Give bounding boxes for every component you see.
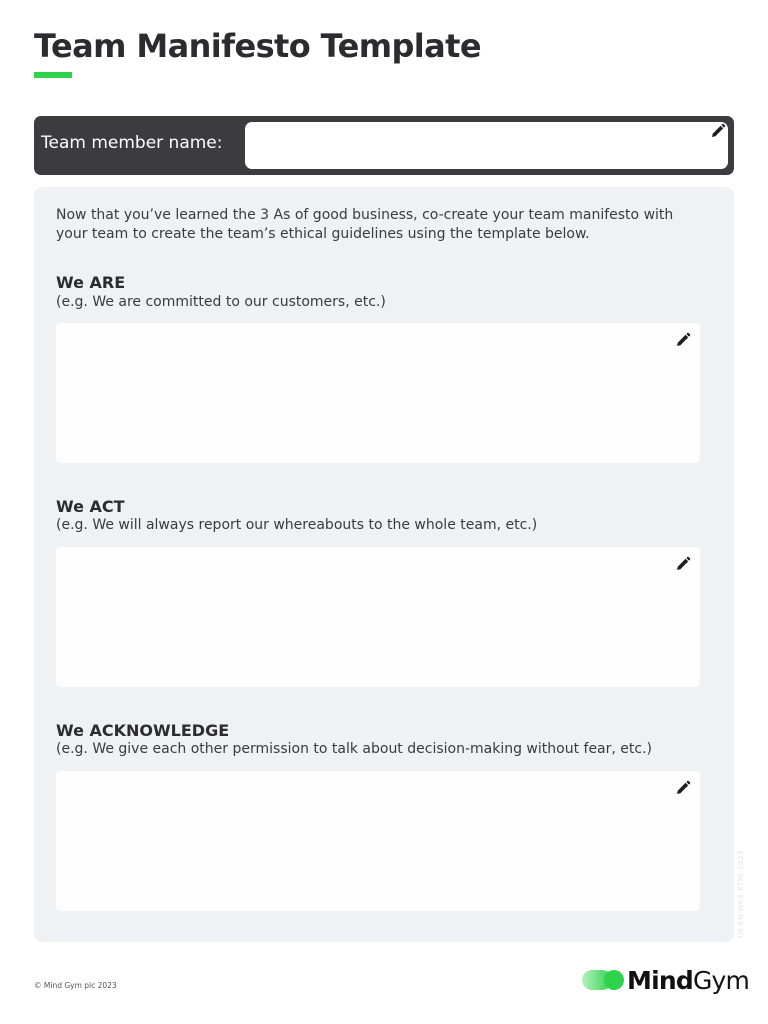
section-heading-we-acknowledge: We ACKNOWLEDGE xyxy=(56,721,230,740)
we-act-input[interactable] xyxy=(56,547,700,687)
logo-text-bold: Mind xyxy=(627,965,693,995)
pencil-icon[interactable] xyxy=(710,123,726,139)
title-accent-bar xyxy=(34,72,72,78)
section-example-we-act: (e.g. We will always report our whereabouts to the whole team, etc.) xyxy=(56,517,538,533)
copyright-text: © Mind Gym plc 2023 xyxy=(34,981,117,990)
logo-wordmark xyxy=(627,966,749,995)
manifesto-panel xyxy=(34,187,734,942)
we-are-input[interactable] xyxy=(56,323,700,463)
mindgym-logo-icon xyxy=(582,969,626,991)
mindgym-logo xyxy=(582,963,749,997)
document-code: UK-EN-WKS-ETHI-2023 xyxy=(737,850,745,938)
pencil-icon[interactable] xyxy=(675,556,691,572)
intro-text: Now that you’ve learned the 3 As of good business, co-create your team manifesto with your team to create the team’s ethical guidelines using the template below. xyxy=(56,207,674,242)
section-example-we-are: (e.g. We are committed to our customers, etc.) xyxy=(56,294,386,310)
section-example-we-acknowledge: (e.g. We give each other permission to talk about decision-making without fear, etc.) xyxy=(56,741,653,757)
section-heading-we-act: We ACT xyxy=(56,497,125,516)
page-title: Team Manifesto Template xyxy=(34,27,481,65)
pencil-icon[interactable] xyxy=(675,332,691,348)
pencil-icon[interactable] xyxy=(675,780,691,796)
section-heading-we-are: We ARE xyxy=(56,273,126,292)
team-member-name-input[interactable] xyxy=(245,122,728,169)
logo-text-regular: Gym xyxy=(692,965,750,995)
we-acknowledge-input[interactable] xyxy=(56,771,700,911)
team-member-name-bar xyxy=(34,116,734,175)
team-member-name-label: Team member name: xyxy=(41,133,223,153)
